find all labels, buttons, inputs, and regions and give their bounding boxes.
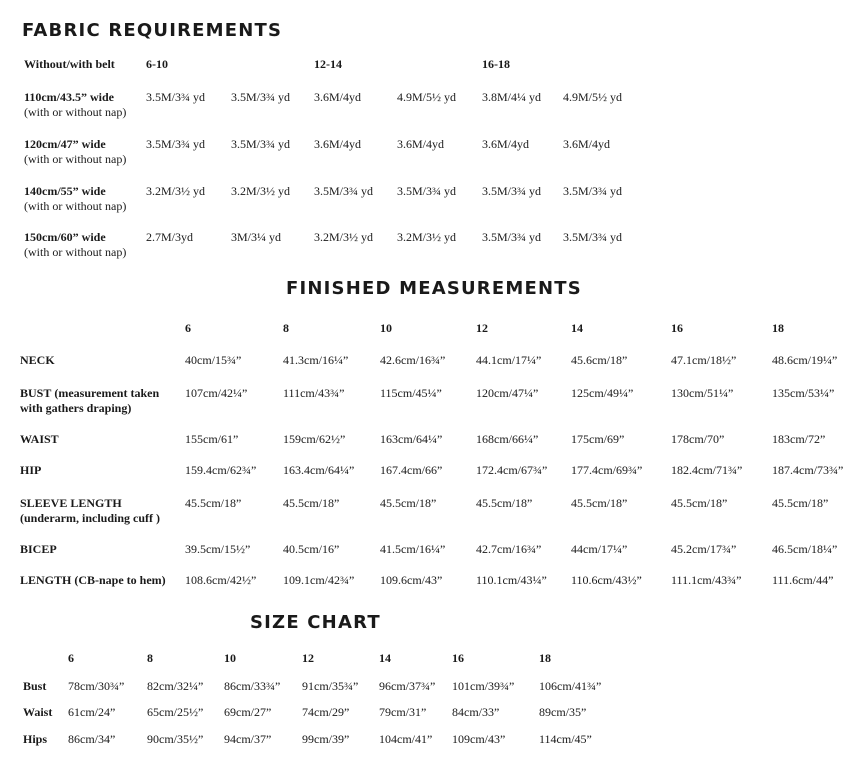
finished-row-label xyxy=(20,386,159,401)
size-chart-size-header: 6 xyxy=(68,651,74,665)
finished-measurement-cell: 159.4cm/62¾” xyxy=(185,463,257,477)
finished-measurement-cell: 120cm/47¼” xyxy=(476,386,539,400)
fabric-nap-note: (with or without nap) xyxy=(24,245,127,259)
finished-measurement-cell: 168cm/66¼” xyxy=(476,432,539,446)
fabric-size-group: 6-10 xyxy=(146,57,168,71)
size-chart-size-header: 18 xyxy=(539,651,551,665)
size-chart-size-header: 10 xyxy=(224,651,236,665)
size-chart-size-header: 8 xyxy=(147,651,153,665)
fabric-size-group: 16-18 xyxy=(482,57,510,71)
finished-row-note-line2: (underarm, including cuff ) xyxy=(20,511,161,525)
fabric-yardage-cell: 3.5M/3¾ yd xyxy=(314,184,374,198)
size-chart-cell: 79cm/31” xyxy=(379,705,427,719)
fabric-width-label: 140cm/55” wide xyxy=(24,184,106,198)
size-chart-cell: 86cm/34” xyxy=(68,732,116,746)
finished-measurement-cell: 163.4cm/64¼” xyxy=(283,463,355,477)
finished-row-name: HIP xyxy=(20,463,42,477)
finished-measurement-cell: 107cm/42¼” xyxy=(185,386,248,400)
fabric-yardage-cell: 3M/3¼ yd xyxy=(231,230,282,244)
finished-measurement-cell: 125cm/49¼” xyxy=(571,386,634,400)
finished-row-name: LENGTH (CB-nape to hem) xyxy=(20,573,166,587)
size-chart-cell: 69cm/27” xyxy=(224,705,272,719)
finished-row-label xyxy=(20,463,41,478)
finished-measurement-cell: 187.4cm/73¾” xyxy=(772,463,844,477)
finished-measurement-cell: 46.5cm/18¼” xyxy=(772,542,838,556)
finished-row-note-line2: with gathers draping) xyxy=(20,401,132,415)
fabric-yardage-cell: 3.5M/3¾ yd xyxy=(563,184,623,198)
finished-measurement-cell: 45.5cm/18” xyxy=(671,496,728,510)
finished-measurement-cell: 40.5cm/16” xyxy=(283,542,340,556)
size-chart-cell: 94cm/37” xyxy=(224,732,272,746)
finished-row-label xyxy=(20,573,166,588)
finished-measurement-cell: 130cm/51¼” xyxy=(671,386,734,400)
finished-measurement-cell: 163cm/64¼” xyxy=(380,432,443,446)
size-chart-cell: 109cm/43” xyxy=(452,732,506,746)
fabric-yardage-cell: 3.5M/3¾ yd xyxy=(231,137,291,151)
finished-measurement-cell: 108.6cm/42½” xyxy=(185,573,257,587)
finished-measurement-cell: 111.6cm/44” xyxy=(772,573,834,587)
finished-measurement-cell: 175cm/69” xyxy=(571,432,625,446)
size-chart-cell: 90cm/35½” xyxy=(147,732,204,746)
finished-row-label xyxy=(20,496,122,511)
size-chart-cell: 89cm/35” xyxy=(539,705,587,719)
size-chart-cell: 91cm/35¾” xyxy=(302,679,359,693)
fabric-yardage-cell: 3.8M/4¼ yd xyxy=(482,90,542,104)
finished-size-header: 16 xyxy=(671,321,683,335)
finished-size-header: 18 xyxy=(772,321,784,335)
fabric-nap-note: (with or without nap) xyxy=(24,105,127,119)
finished-measurement-cell: 111.1cm/43¾” xyxy=(671,573,742,587)
fabric-width-label: 120cm/47” wide xyxy=(24,137,106,151)
size-chart-size-header: 12 xyxy=(302,651,314,665)
finished-measurement-cell: 167.4cm/66” xyxy=(380,463,443,477)
finished-measurement-cell: 41.3cm/16¼” xyxy=(283,353,349,367)
fabric-yardage-cell: 3.2M/3½ yd xyxy=(231,184,291,198)
finished-measurement-cell: 45.5cm/18” xyxy=(185,496,242,510)
finished-row-note: (measurement taken xyxy=(54,386,160,400)
finished-measurement-cell: 44.1cm/17¼” xyxy=(476,353,542,367)
finished-measurement-cell: 42.7cm/16¾” xyxy=(476,542,542,556)
fabric-header-label: Without/with belt xyxy=(24,57,115,71)
size-chart-row-label: Hips xyxy=(23,732,48,746)
fabric-yardage-cell: 3.6M/4yd xyxy=(314,90,362,104)
finished-measurement-cell: 45.6cm/18” xyxy=(571,353,628,367)
finished-measurement-cell: 110.6cm/43½” xyxy=(571,573,642,587)
finished-measurement-cell: 41.5cm/16¼” xyxy=(380,542,446,556)
size-chart-cell: 99cm/39” xyxy=(302,732,350,746)
finished-measurement-cell: 45.2cm/17¾” xyxy=(671,542,737,556)
size-chart-cell: 101cm/39¾” xyxy=(452,679,515,693)
finished-measurement-cell: 115cm/45¼” xyxy=(380,386,442,400)
finished-measurement-cell: 155cm/61” xyxy=(185,432,239,446)
finished-measurement-cell: 45.5cm/18” xyxy=(283,496,340,510)
finished-row-label xyxy=(20,432,59,447)
size-chart-size-header: 14 xyxy=(379,651,391,665)
finished-measurement-cell: 47.1cm/18½” xyxy=(671,353,737,367)
finished-measurement-cell: 39.5cm/15½” xyxy=(185,542,251,556)
finished-row-name: SLEEVE LENGTH xyxy=(20,496,122,510)
fabric-yardage-cell: 3.6M/4yd xyxy=(482,137,530,151)
fabric-yardage-cell: 3.5M/3¾ yd xyxy=(563,230,623,244)
finished-measurement-cell: 178cm/70” xyxy=(671,432,725,446)
size-chart-cell: 86cm/33¾” xyxy=(224,679,281,693)
fabric-yardage-cell: 3.5M/3¾ yd xyxy=(146,90,206,104)
fabric-yardage-cell: 3.5M/3¾ yd xyxy=(397,184,457,198)
fabric-yardage-cell: 3.5M/3¾ yd xyxy=(482,184,542,198)
size-chart-cell: 61cm/24” xyxy=(68,705,116,719)
finished-size-header: 12 xyxy=(476,321,488,335)
size-chart-title: SIZE CHART xyxy=(250,612,381,633)
fabric-yardage-cell: 3.6M/4yd xyxy=(397,137,445,151)
finished-row-name: BICEP xyxy=(20,542,57,556)
finished-row-name: BUST xyxy=(20,386,52,400)
finished-measurement-cell: 109.6cm/43” xyxy=(380,573,443,587)
finished-size-header: 8 xyxy=(283,321,289,335)
fabric-nap-note: (with or without nap) xyxy=(24,199,127,213)
fabric-requirements-title: FABRIC REQUIREMENTS xyxy=(22,20,283,41)
size-chart-cell: 96cm/37¾” xyxy=(379,679,436,693)
fabric-yardage-cell: 3.5M/3¾ yd xyxy=(146,137,206,151)
finished-measurement-cell: 45.5cm/18” xyxy=(772,496,829,510)
fabric-yardage-cell: 3.2M/3½ yd xyxy=(146,184,206,198)
finished-measurement-cell: 177.4cm/69¾” xyxy=(571,463,643,477)
fabric-yardage-cell: 3.6M/4yd xyxy=(314,137,362,151)
size-chart-cell: 74cm/29” xyxy=(302,705,350,719)
fabric-yardage-cell: 3.5M/3¾ yd xyxy=(231,90,291,104)
finished-measurement-cell: 48.6cm/19¼” xyxy=(772,353,838,367)
size-chart-row-label: Waist xyxy=(23,705,53,719)
size-chart-cell: 104cm/41” xyxy=(379,732,433,746)
size-chart-cell: 84cm/33” xyxy=(452,705,500,719)
fabric-width-label: 110cm/43.5” wide xyxy=(24,90,114,104)
size-chart-size-header: 16 xyxy=(452,651,464,665)
finished-size-header: 10 xyxy=(380,321,392,335)
finished-measurement-cell: 183cm/72” xyxy=(772,432,826,446)
fabric-width-label: 150cm/60” wide xyxy=(24,230,106,244)
fabric-yardage-cell: 2.7M/3yd xyxy=(146,230,194,244)
fabric-yardage-cell: 4.9M/5½ yd xyxy=(397,90,457,104)
fabric-yardage-cell: 3.5M/3¾ yd xyxy=(482,230,542,244)
finished-measurements-title: FINISHED MEASUREMENTS xyxy=(286,278,582,299)
finished-measurement-cell: 111cm/43¾” xyxy=(283,386,345,400)
finished-measurement-cell: 182.4cm/71¾” xyxy=(671,463,743,477)
finished-row-label xyxy=(20,542,57,557)
finished-measurement-cell: 109.1cm/42¾” xyxy=(283,573,355,587)
finished-measurement-cell: 159cm/62½” xyxy=(283,432,346,446)
finished-measurement-cell: 45.5cm/18” xyxy=(476,496,533,510)
finished-measurement-cell: 135cm/53¼” xyxy=(772,386,835,400)
finished-size-header: 6 xyxy=(185,321,191,335)
fabric-nap-note: (with or without nap) xyxy=(24,152,127,166)
finished-size-header: 14 xyxy=(571,321,583,335)
finished-measurement-cell: 44cm/17¼” xyxy=(571,542,628,556)
fabric-yardage-cell: 3.2M/3½ yd xyxy=(397,230,457,244)
size-chart-cell: 82cm/32¼” xyxy=(147,679,204,693)
finished-measurement-cell: 45.5cm/18” xyxy=(571,496,628,510)
finished-measurement-cell: 40cm/15¾” xyxy=(185,353,242,367)
finished-measurement-cell: 110.1cm/43¼” xyxy=(476,573,547,587)
fabric-yardage-cell: 3.6M/4yd xyxy=(563,137,611,151)
finished-measurement-cell: 42.6cm/16¾” xyxy=(380,353,446,367)
fabric-yardage-cell: 4.9M/5½ yd xyxy=(563,90,623,104)
size-chart-cell: 78cm/30¾” xyxy=(68,679,125,693)
finished-row-name: NECK xyxy=(20,353,55,367)
size-chart-cell: 65cm/25½” xyxy=(147,705,204,719)
finished-measurement-cell: 45.5cm/18” xyxy=(380,496,437,510)
size-chart-cell: 106cm/41¾” xyxy=(539,679,602,693)
size-chart-row-label: Bust xyxy=(23,679,47,693)
fabric-yardage-cell: 3.2M/3½ yd xyxy=(314,230,374,244)
fabric-size-group: 12-14 xyxy=(314,57,342,71)
size-chart-cell: 114cm/45” xyxy=(539,732,592,746)
finished-row-label xyxy=(20,353,55,368)
finished-measurement-cell: 172.4cm/67¾” xyxy=(476,463,548,477)
finished-row-name: WAIST xyxy=(20,432,59,446)
